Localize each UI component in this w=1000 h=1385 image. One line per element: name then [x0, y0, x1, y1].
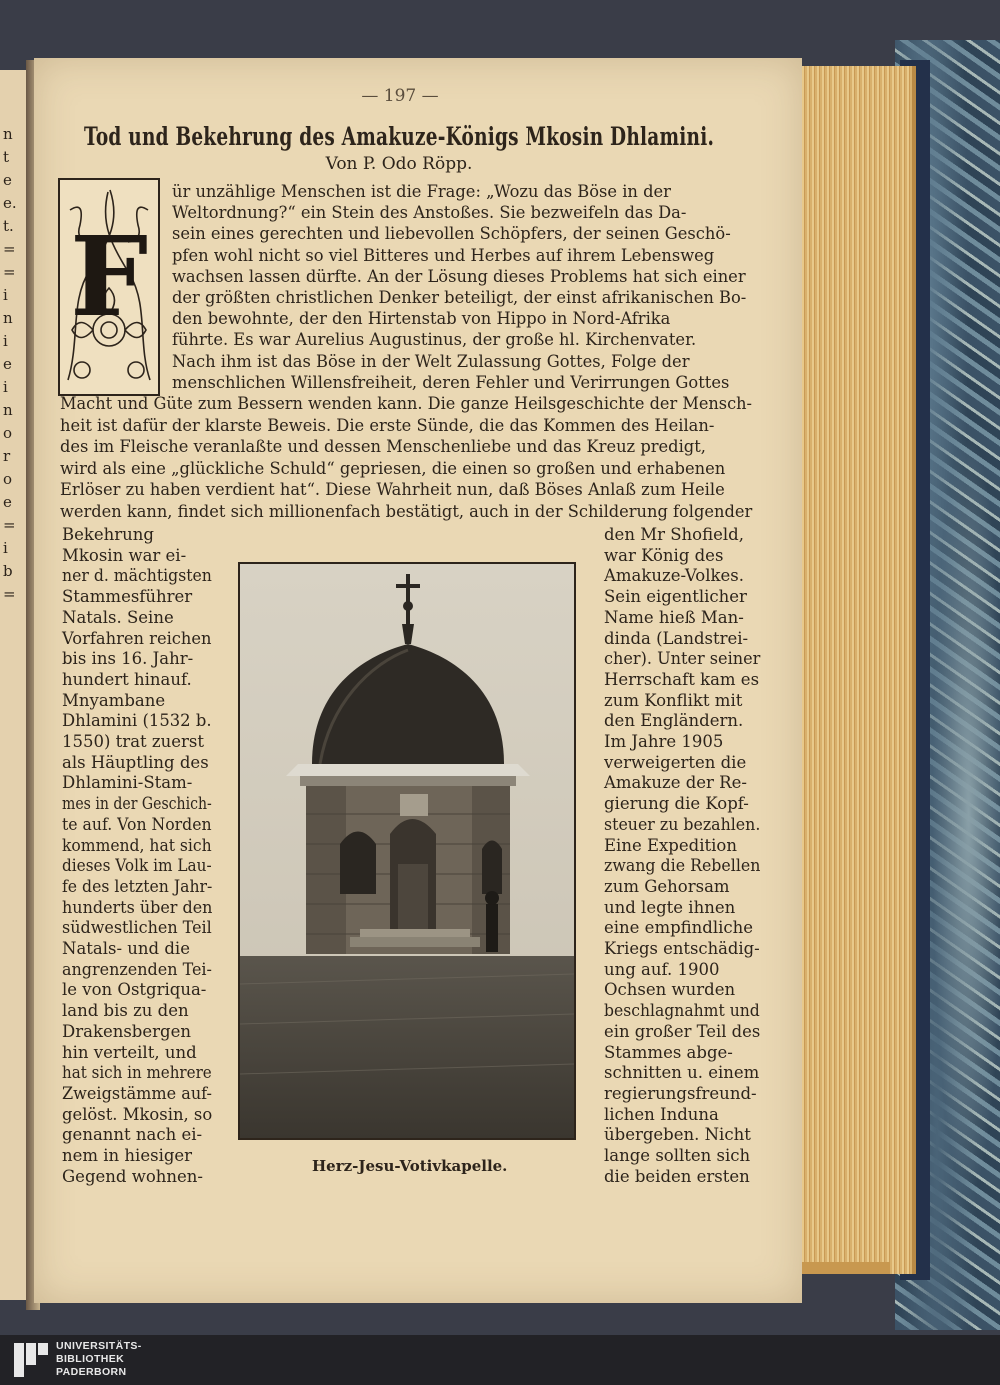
right-column-line: dinda (Landstrei- — [604, 628, 749, 648]
left-column-line: hunderts über den — [62, 897, 213, 917]
figure-caption: Herz-Jesu-Votivkapelle. — [312, 1157, 508, 1175]
left-column-line: Vorfahren reichen — [62, 628, 212, 648]
left-column-line: hat sich in mehrere — [62, 1063, 212, 1083]
right-column-line: und legte ihnen — [604, 897, 736, 917]
intro-line: den bewohnte, der den Hirtenstab von Hippo in Nord-Afrika — [172, 309, 671, 329]
body-line: des im Fleische veranlaßte und dessen Menschenliebe und das Kreuz predigt, — [60, 437, 706, 456]
left-page-fragment: = — [3, 585, 16, 603]
page-block-bottom — [795, 1262, 890, 1274]
left-page-fragment: o — [3, 424, 13, 442]
left-page-fragment: i — [3, 332, 8, 350]
intro-line: Nach ihm ist das Böse in der Welt Zulassung Gottes, Folge der — [172, 351, 690, 371]
right-column-line: Ochsen wurden — [604, 980, 736, 1000]
right-column-line: schnitten u. einem — [604, 1063, 760, 1083]
right-column-line: regierungsfreund- — [604, 1083, 757, 1103]
right-column-line: Amakuze-Volkes. — [604, 566, 744, 586]
left-column-line: dieses Volk im Lau- — [62, 856, 212, 876]
left-page-fragment: e. — [3, 194, 17, 212]
left-column-line: Stammesführer — [62, 587, 193, 607]
left-page-fragment: i — [3, 286, 8, 304]
intro-line: menschlichen Willensfreiheit, deren Fehler und Verirrungen Gottes — [172, 372, 730, 392]
right-column-line: Herrschaft kam es — [604, 669, 760, 689]
article-byline: Von P. Odo Röpp. — [325, 154, 473, 174]
chapel-illustration — [240, 564, 574, 1138]
left-page-fragment: n — [3, 401, 13, 419]
intro-line: pfen wohl nicht so viel Bitteres und Herbes auf ihrem Lebensweg — [172, 245, 715, 265]
intro-line: Weltordnung?“ ein Stein des Anstoßes. Sie bezweifeln das Da- — [172, 203, 687, 223]
left-column-line: mes in der Geschich- — [62, 794, 212, 814]
ornamental-initial — [58, 178, 160, 396]
footer-line-3: PADERBORN — [56, 1366, 127, 1378]
initial-letter: F — [69, 212, 149, 341]
left-column-line: Mnyambane — [62, 690, 166, 710]
intro-line: ür unzählige Menschen ist die Frage: „Wozu das Böse in der — [172, 182, 671, 201]
left-page-fragment: n — [3, 309, 13, 327]
right-column-line: gierung die Kopf- — [604, 794, 749, 814]
right-column-line: Kriegs entschädig- — [604, 939, 760, 958]
left-column-line: bis ins 16. Jahr- — [62, 649, 194, 669]
left-column-line: genannt nach ei- — [62, 1125, 203, 1145]
left-column-line: ner d. mächtigsten — [62, 566, 212, 586]
right-column-line: steuer zu bezahlen. — [604, 814, 761, 834]
left-column-line: gelöst. Mkosin, so — [62, 1104, 213, 1124]
article-title: Tod und Bekehrung des Amakuze-Königs Mkosin Dhlamini. — [84, 122, 715, 151]
right-column-line: Name hieß Man- — [604, 607, 744, 627]
page-block-edge — [790, 66, 916, 1274]
right-column-line: Eine Expedition — [604, 835, 737, 855]
left-column-line: als Häuptling des — [62, 752, 209, 772]
left-column-line: Natals. Seine — [62, 607, 174, 627]
right-column-line: verweigerten die — [604, 752, 747, 772]
left-column-line: südwestlichen Teil — [62, 918, 212, 938]
body-line: Erlöser zu haben verdient hat“. Diese Wahrheit nun, daß Böses Anlaß zum Heile — [60, 480, 725, 499]
left-page-fragment: r — [3, 447, 11, 465]
body-line: Macht und Güte zum Bessern wenden kann. Die ganze Heilsgeschichte der Mensch- — [60, 394, 752, 413]
right-column-line: war König des — [604, 545, 724, 565]
right-column-line: zwang die Rebellen — [604, 856, 761, 876]
left-page-fragment: e — [3, 171, 12, 189]
body-line: werden kann, findet sich millionenfach bestätigt, auch in der Schilderung folgender — [60, 501, 753, 521]
right-column-line: den Engländern. — [604, 711, 744, 731]
left-column-line: nem in hiesiger — [62, 1146, 193, 1165]
left-page-fragment: = — [3, 516, 16, 534]
left-column-line: Dhlamini-Stam- — [62, 773, 193, 793]
left-column-line: land bis zu den — [62, 1001, 189, 1021]
right-column-line: den Mr Shofield, — [604, 525, 744, 544]
left-column-line: Bekehrung — [62, 525, 154, 544]
left-page-fragment: n — [3, 125, 13, 143]
intro-line: der größten christlichen Denker beteiligt, der einst afrikanischen Bo- — [172, 288, 747, 307]
intro-line: führte. Es war Aurelius Augustinus, der große hl. Kirchenvater. — [172, 330, 697, 350]
right-column-line: eine empfindliche — [604, 918, 754, 938]
left-column-line: Dhlamini (1532 b. — [62, 711, 212, 731]
left-column-line: hundert hinauf. — [62, 669, 192, 689]
right-column-line: ung auf. 1900 — [604, 959, 720, 979]
left-column-line: Gegend wohnen- — [62, 1166, 203, 1186]
right-column-line: übergeben. Nicht — [604, 1125, 751, 1145]
left-column-line: Natals- und die — [62, 939, 190, 958]
footer-line-2: BIBLIOTHEK — [56, 1353, 125, 1365]
left-column-line: te auf. Von Norden — [62, 814, 212, 834]
left-page-fragment: = — [3, 263, 16, 281]
left-page-fragment: e — [3, 355, 12, 373]
left-column-line: Mkosin war ei- — [62, 545, 187, 565]
left-column-line: hin verteilt, und — [62, 1042, 197, 1062]
right-column-line: cher). Unter seiner — [604, 649, 761, 669]
left-page-fragment: e — [3, 493, 12, 511]
right-column-line: zum Konflikt mit — [604, 690, 743, 710]
left-column-line: 1550) trat zuerst — [62, 732, 204, 751]
right-column-line: Sein eigentlicher — [604, 587, 747, 607]
right-column-line: Stammes abge- — [604, 1042, 733, 1062]
left-column-line: kommend, hat sich — [62, 835, 212, 855]
body-line: heit ist dafür der klarste Beweis. Die erste Sünde, die das Kommen des Heilan- — [60, 415, 715, 435]
library-logo-icon — [14, 1343, 48, 1377]
right-column-line: ein großer Teil des — [604, 1021, 761, 1041]
footer-line-1: UNIVERSITÄTS- — [56, 1340, 142, 1352]
left-column-line: le von Ostgriqua- — [62, 980, 207, 1000]
right-column-line: lange sollten sich — [604, 1146, 751, 1165]
right-column-line: Amakuze der Re- — [604, 773, 747, 793]
left-page-fragment: i — [3, 378, 8, 396]
page-number: — 197 — — [361, 86, 439, 106]
left-column-line: fe des letzten Jahr- — [62, 876, 213, 896]
intro-line: wachsen lassen dürfte. An der Lösung dieses Problems hat sich einer — [172, 266, 746, 286]
left-column-line: Drakensbergen — [62, 1021, 191, 1041]
library-footer — [0, 1335, 1000, 1385]
left-page-fragment: t — [3, 148, 10, 166]
right-column-line: beschlagnahmt und — [604, 1001, 760, 1021]
left-column-line: Zweigstämme auf- — [62, 1083, 212, 1103]
left-page-fragment: i — [3, 539, 8, 557]
right-column-line: Im Jahre 1905 — [604, 732, 724, 751]
chapel-photo — [238, 562, 576, 1140]
right-column-line: lichen Induna — [604, 1104, 719, 1124]
left-page-fragment: t. — [3, 217, 14, 235]
right-column-line: die beiden ersten — [604, 1166, 750, 1186]
left-column-line: angrenzenden Tei- — [62, 959, 212, 979]
left-page-fragment: o — [3, 470, 13, 488]
intro-line: sein eines gerechten und liebevollen Schöpfers, der seinen Geschö- — [172, 224, 731, 244]
right-column-line: zum Gehorsam — [604, 876, 730, 896]
left-page-fragment: b — [3, 562, 13, 580]
left-page-fragment: = — [3, 240, 16, 258]
body-line: wird als eine „glückliche Schuld“ gepriesen, die einen so großen und erhabenen — [60, 458, 726, 478]
